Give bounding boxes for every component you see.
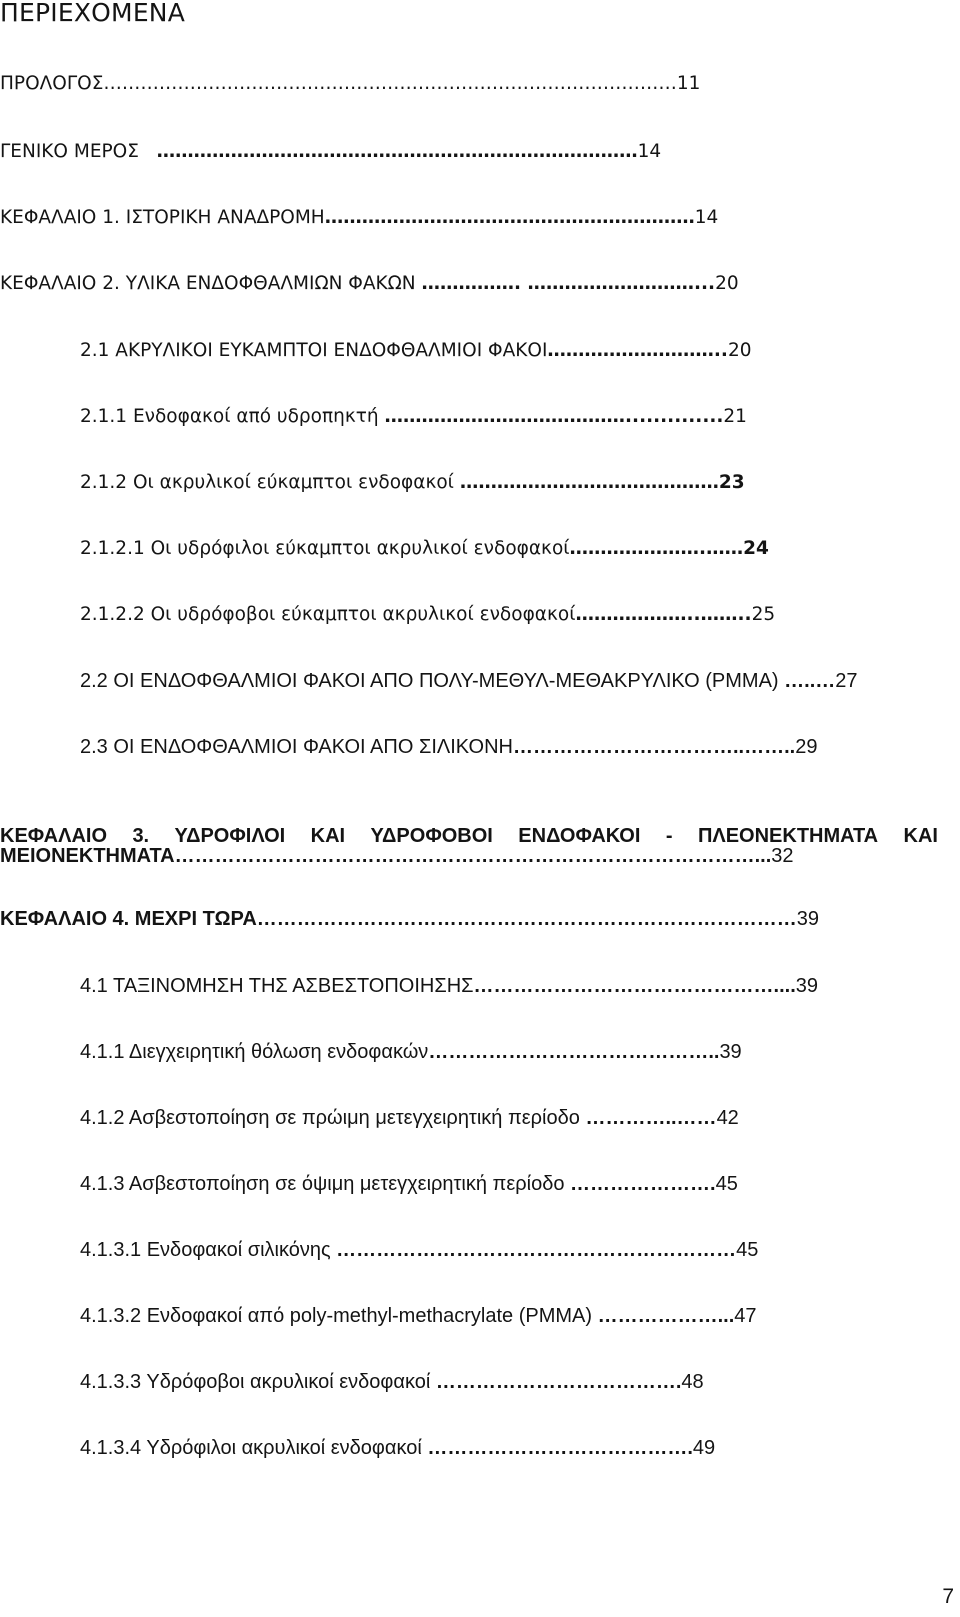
page-title: ΠΕΡΙΕΧΟΜΕΝΑ xyxy=(0,0,186,27)
toc-entry-page: 23 xyxy=(718,472,745,493)
toc-entry-chapter-3-line-2[interactable] xyxy=(0,842,794,870)
toc-entry-4-1[interactable] xyxy=(80,972,818,1000)
toc-word: ΥΔΡΟΦΙΛΟΙ xyxy=(174,825,286,847)
toc-entry-4-1-3-4[interactable] xyxy=(80,1434,715,1462)
toc-entry-title: 4.1.1 Διεγχειρητική θόλωση ενδοφακών xyxy=(80,1041,429,1063)
toc-entry-page: 14 xyxy=(694,207,719,228)
toc-entry-title: ΚΕΦΑΛΑΙΟ 1. ΙΣΤΟΡΙΚΗ ΑΝΑΔΡΟΜΗ xyxy=(0,207,325,228)
toc-leader-dots: …………………………………………………… xyxy=(336,1239,737,1261)
toc-entry-4-1-3-2[interactable] xyxy=(80,1302,757,1330)
toc-entry-page: 25 xyxy=(751,604,776,625)
toc-leader-dots: ……………………………………………………………………………... xyxy=(174,845,772,867)
toc-leader-dots: ……………………….. xyxy=(547,340,728,361)
toc-leader-dots: …………………………………… xyxy=(459,472,719,493)
toc-entry-page: 24 xyxy=(743,538,769,559)
toc-leader-dots: …………………………………. xyxy=(427,1437,693,1459)
toc-word: ΚΑΙ xyxy=(310,825,346,847)
toc-entry-general-part[interactable] xyxy=(0,138,661,166)
toc-entry-title: 2.1.2.2 Οι υδρόφοβοι εύκαμπτοι ακρυλικοί ενδοφακοί xyxy=(80,604,576,625)
toc-entry-title: 4.1 ΤΑΞΙΝΟΜΗΣΗ ΤΗΣ ΑΣΒΕΣΤΟΠΟΙΗΣΗΣ xyxy=(80,975,474,997)
toc-entry-title: 4.1.3 Ασβεστοποίηση σε όψιμη μετεγχειρητική περίοδο xyxy=(80,1173,565,1195)
toc-entry-2-1-2-2[interactable] xyxy=(80,601,775,629)
toc-leader-dots: ………………….…… xyxy=(569,538,744,559)
toc-entry-page: 45 xyxy=(715,1173,738,1195)
toc-entry-2-1[interactable] xyxy=(80,337,752,365)
toc-word: ΥΔΡΟΦΟΒΟΙ xyxy=(370,825,493,847)
toc-leader-dots: ………………... xyxy=(597,1305,735,1327)
toc-leader-dots: …………………. xyxy=(570,1173,716,1195)
toc-entry-title: 4.1.3.2 Ενδοφακοί από poly-methyl-methacrylate (PMMA) xyxy=(80,1305,593,1327)
toc-entry-title: 4.1.3.1 Ενδοφακοί σιλικόνης xyxy=(80,1239,331,1261)
toc-entry-4-1-3[interactable] xyxy=(80,1170,738,1198)
toc-leader-dots: ………………..…….. xyxy=(575,604,752,625)
toc-entry-page: 11 xyxy=(676,73,701,94)
toc-entry-chapter-2[interactable] xyxy=(0,270,739,298)
toc-entry-page: 42 xyxy=(716,1107,739,1129)
toc-leader-dots: ………………………………….............. xyxy=(384,406,724,427)
toc-entry-page: 32 xyxy=(771,845,794,867)
toc-leader-dots: ……………………………………………………………………… xyxy=(256,908,797,930)
toc-entry-title: 4.1.3.3 Υδρόφοβοι ακρυλικοί ενδοφακοί xyxy=(80,1371,431,1393)
toc-entry-title: ΚΕΦΑΛΑΙΟ 4. ΜΕΧΡΙ ΤΩΡΑ xyxy=(0,908,257,930)
toc-entry-page: 39 xyxy=(796,908,820,930)
toc-entry-page: 47 xyxy=(734,1305,757,1327)
toc-leader-dots: …………..…… xyxy=(585,1107,717,1129)
toc-word: ΚΑΙ xyxy=(903,825,938,847)
toc-entry-title: 2.1 ΑΚΡΥΛΙΚΟΙ ΕΥΚΑΜΠΤΟΙ ΕΝΔΟΦΘΑΛΜΙΟΙ ΦΑΚΟΙ xyxy=(80,340,548,361)
toc-entry-title: 2.1.1 Ενδοφακοί από υδροπηκτή xyxy=(80,406,379,427)
toc-entry-page: 27 xyxy=(835,670,858,692)
toc-leader-dots: …………………………………………………………………… xyxy=(156,141,638,162)
toc-entry-title: ΠΡΟΛΟΓΟΣ xyxy=(0,73,104,94)
toc-leader-dots: ………………………………………………………………………………… xyxy=(103,73,677,94)
toc-leader-dots: ……………………………..…….. xyxy=(512,736,796,758)
toc-entry-2-2[interactable] xyxy=(80,667,858,695)
toc-entry-title: ΚΕΦΑΛΑΙΟ 2. ΥΛΙΚΑ ΕΝΔΟΦΘΑΛΜΙΩΝ ΦΑΚΩΝ xyxy=(0,273,416,294)
toc-entry-page: 48 xyxy=(681,1371,704,1393)
toc-entry-page: 29 xyxy=(795,736,818,758)
toc-entry-title: 4.1.3.4 Υδρόφιλοι ακρυλικοί ενδοφακοί xyxy=(80,1437,422,1459)
toc-entry-2-1-2[interactable] xyxy=(80,469,745,497)
toc-entry-4-1-1[interactable] xyxy=(80,1038,742,1066)
toc-entry-page: 20 xyxy=(727,340,752,361)
toc-word: ΠΛΕΟΝΕΚΤΗΜΑΤΑ xyxy=(697,825,879,847)
toc-entry-title: 2.1.2.1 Οι υδρόφιλοι εύκαμπτοι ακρυλικοί ενδοφακοί xyxy=(80,538,570,559)
toc-leader-dots: …..… xyxy=(784,670,836,692)
toc-word: 3. xyxy=(132,825,150,847)
toc-leader-dots: ………………………………. xyxy=(435,1371,682,1393)
toc-entry-chapter-4[interactable] xyxy=(0,905,819,933)
toc-leader-dots: ……………. ………………………... xyxy=(421,273,716,294)
page-number: 7 xyxy=(942,1585,954,1608)
toc-word: ΚΕΦΑΛΑΙΟ xyxy=(0,825,108,847)
toc-entry-title: 2.1.2 Οι ακρυλικοί εύκαμπτοι ενδοφακοί xyxy=(80,472,454,493)
toc-entry-4-1-3-3[interactable] xyxy=(80,1368,704,1396)
toc-entry-title: 2.2 ΟΙ ΕΝΔΟΦΘΑΛΜΙΟΙ ΦΑΚΟΙ ΑΠΟ ΠΟΛΥ-ΜΕΘΥΛ-ΜΕΘΑΚΡΥΛΙΚΟ (PMMA) xyxy=(80,670,779,692)
toc-entry-title: ΜΕΙΟΝΕΚΤΗΜΑΤΑ xyxy=(0,845,175,867)
toc-entry-page: 20 xyxy=(715,273,739,294)
toc-entry-4-1-2[interactable] xyxy=(80,1104,739,1132)
toc-leader-dots: …………………………………….. xyxy=(428,1041,720,1063)
toc-entry-page: 45 xyxy=(736,1239,759,1261)
toc-entry-page: 39 xyxy=(795,975,819,997)
toc-entry-page: 21 xyxy=(723,406,747,427)
toc-leader-dots: …………………………………………………… xyxy=(324,207,695,228)
toc-entry-2-3[interactable] xyxy=(80,733,817,761)
toc-entry-title: 2.3 ΟΙ ΕΝΔΟΦΘΑΛΜΙΟΙ ΦΑΚΟΙ ΑΠΟ ΣΙΛΙΚΟΝΗ xyxy=(80,736,513,758)
toc-word: - xyxy=(665,825,673,847)
toc-entry-page: 39 xyxy=(719,1041,742,1063)
toc-entry-title: ΓΕΝΙΚΟ ΜΕΡΟΣ xyxy=(0,141,139,162)
toc-entry-prologue[interactable] xyxy=(0,70,700,98)
toc-entry-chapter-1[interactable] xyxy=(0,204,718,232)
toc-entry-2-1-1[interactable] xyxy=(80,403,747,431)
toc-entry-title: 4.1.2 Ασβεστοποίηση σε πρώιμη μετεγχειρητική περίοδο xyxy=(80,1107,580,1129)
toc-entry-page: 49 xyxy=(692,1437,716,1459)
toc-leader-dots: ……………………………………….... xyxy=(473,975,796,997)
toc-entry-page: 14 xyxy=(637,141,662,162)
toc-word: ΕΝΔΟΦΑΚΟΙ xyxy=(518,825,641,847)
toc-entry-4-1-3-1[interactable] xyxy=(80,1236,758,1264)
toc-entry-2-1-2-1[interactable] xyxy=(80,535,769,563)
